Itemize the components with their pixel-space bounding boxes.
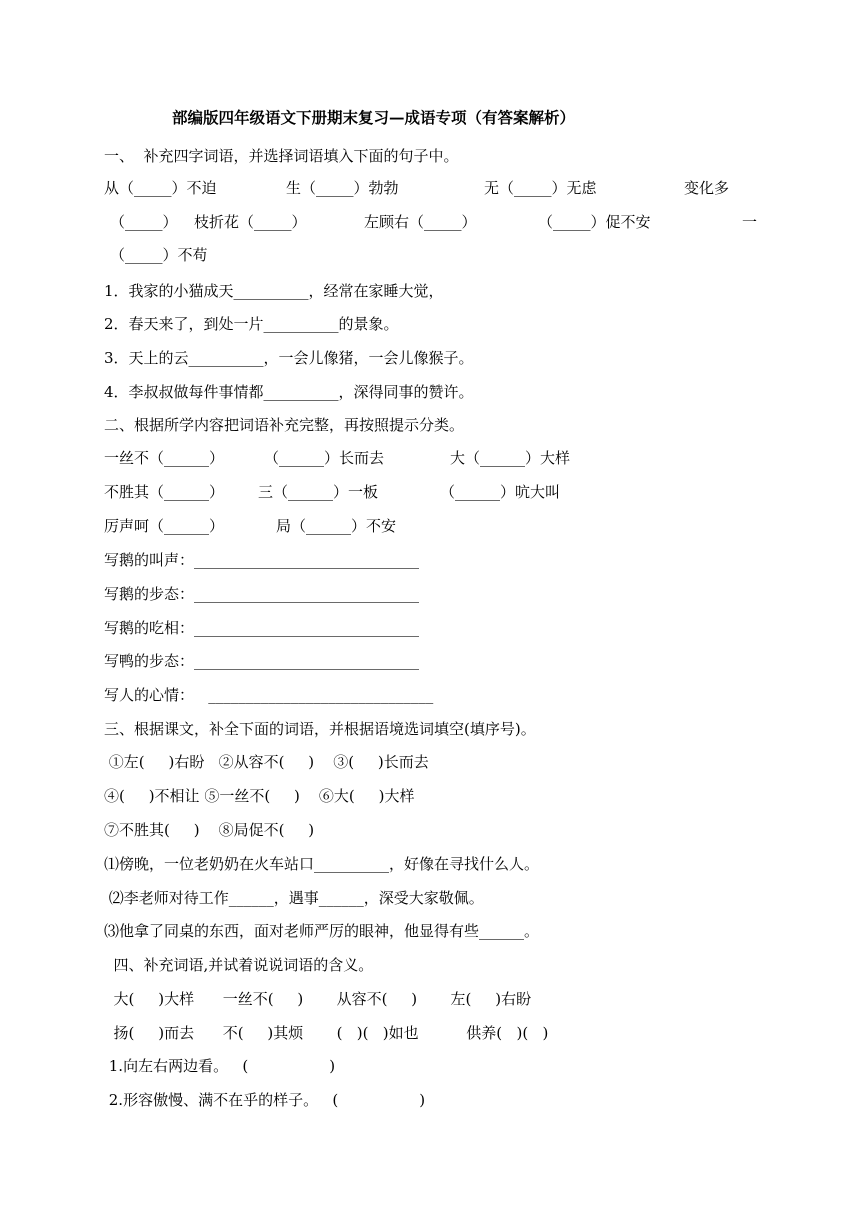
- category-line[interactable]: 写鸭的步态：______________________________: [104, 652, 420, 670]
- fill-word[interactable]: 三（______）一板: [258, 483, 379, 501]
- fill-word[interactable]: 枝折花（_____）: [194, 213, 307, 231]
- sentence[interactable]: 4．李叔叔做每件事情都__________，深得同事的赞许。: [104, 383, 474, 401]
- question[interactable]: 1.向左右两边看。 ( ): [104, 1057, 336, 1075]
- word-row[interactable]: 扬( )而去 不( )其烦 ( )( )如也 供养( )( ): [104, 1024, 549, 1042]
- sentence[interactable]: 1．我家的小猫成天__________，经常在家睡大觉，: [104, 282, 444, 300]
- fill-word[interactable]: 无（_____）无虑: [484, 179, 597, 197]
- section-4-heading: 四、补充词语,并试着说说词语的含义。: [104, 956, 374, 974]
- category-line[interactable]: 写人的心情： ______________________________: [104, 686, 434, 704]
- fill-word[interactable]: 不胜其（______）: [104, 483, 225, 501]
- fill-word[interactable]: 生（_____）勃勃: [286, 179, 399, 197]
- word-row[interactable]: ⑦不胜其( ) ⑧局促不( ): [104, 821, 315, 839]
- word-row[interactable]: ①左( )右盼 ②从容不( ) ③( )长而去: [104, 753, 429, 771]
- sentence[interactable]: 3．天上的云__________，一会儿像猪，一会儿像猴子。: [104, 349, 474, 367]
- fill-word[interactable]: 大（______）大样: [450, 449, 571, 467]
- word-row[interactable]: 大( )大样 一丝不( ) 从容不( ) 左( )右盼: [104, 990, 532, 1008]
- sentence[interactable]: ⑶他拿了同桌的东西，面对老师严厉的眼神，他显得有些______。: [104, 922, 540, 940]
- word-row[interactable]: ④( )不相让 ⑤一丝不( ) ⑥大( )大样: [104, 787, 415, 805]
- fill-word: 一: [742, 213, 758, 231]
- category-line[interactable]: 写鹅的叫声：______________________________: [104, 551, 420, 569]
- fill-word[interactable]: （______）吭大叫: [440, 483, 561, 501]
- category-line[interactable]: 写鹅的吃相：______________________________: [104, 619, 420, 637]
- question[interactable]: 2.形容傲慢、满不在乎的样子。 ( ): [104, 1091, 426, 1109]
- category-line[interactable]: 写鹅的步态：______________________________: [104, 585, 420, 603]
- fill-word[interactable]: （_____）: [110, 213, 178, 231]
- section-2-heading: 二、根据所学内容把词语补充完整，再按照提示分类。: [104, 416, 465, 434]
- fill-word[interactable]: 局（______）不安: [276, 517, 397, 535]
- page-title: 部编版四年级语文下册期末复习—成语专项（有答案解析）: [172, 108, 576, 127]
- fill-word: 变化多: [684, 179, 730, 197]
- sentence[interactable]: ⑴傍晚，一位老奶奶在火车站口__________，好像在寻找什么人。: [104, 855, 540, 873]
- section-3-heading: 三、根据课文，补全下面的词语，并根据语境选词填空(填序号)。: [104, 720, 536, 738]
- sentence[interactable]: 2．春天来了，到处一片__________的景象。: [104, 315, 399, 333]
- fill-word[interactable]: （______）长而去: [264, 449, 385, 467]
- fill-word[interactable]: 左顾右（_____）: [364, 213, 477, 231]
- fill-word[interactable]: （_____）不苟: [110, 246, 208, 264]
- fill-word[interactable]: 厉声呵（______）: [104, 517, 225, 535]
- fill-word[interactable]: 一丝不（______）: [104, 449, 225, 467]
- fill-word[interactable]: （_____）促不安: [538, 213, 651, 231]
- fill-word[interactable]: 从（_____）不迫: [104, 179, 217, 197]
- sentence[interactable]: ⑵李老师对待工作______，遇事______，深受大家敬佩。: [104, 889, 484, 907]
- section-1-heading: 一、 补充四字词语，并选择词语填入下面的句子中。: [104, 147, 459, 165]
